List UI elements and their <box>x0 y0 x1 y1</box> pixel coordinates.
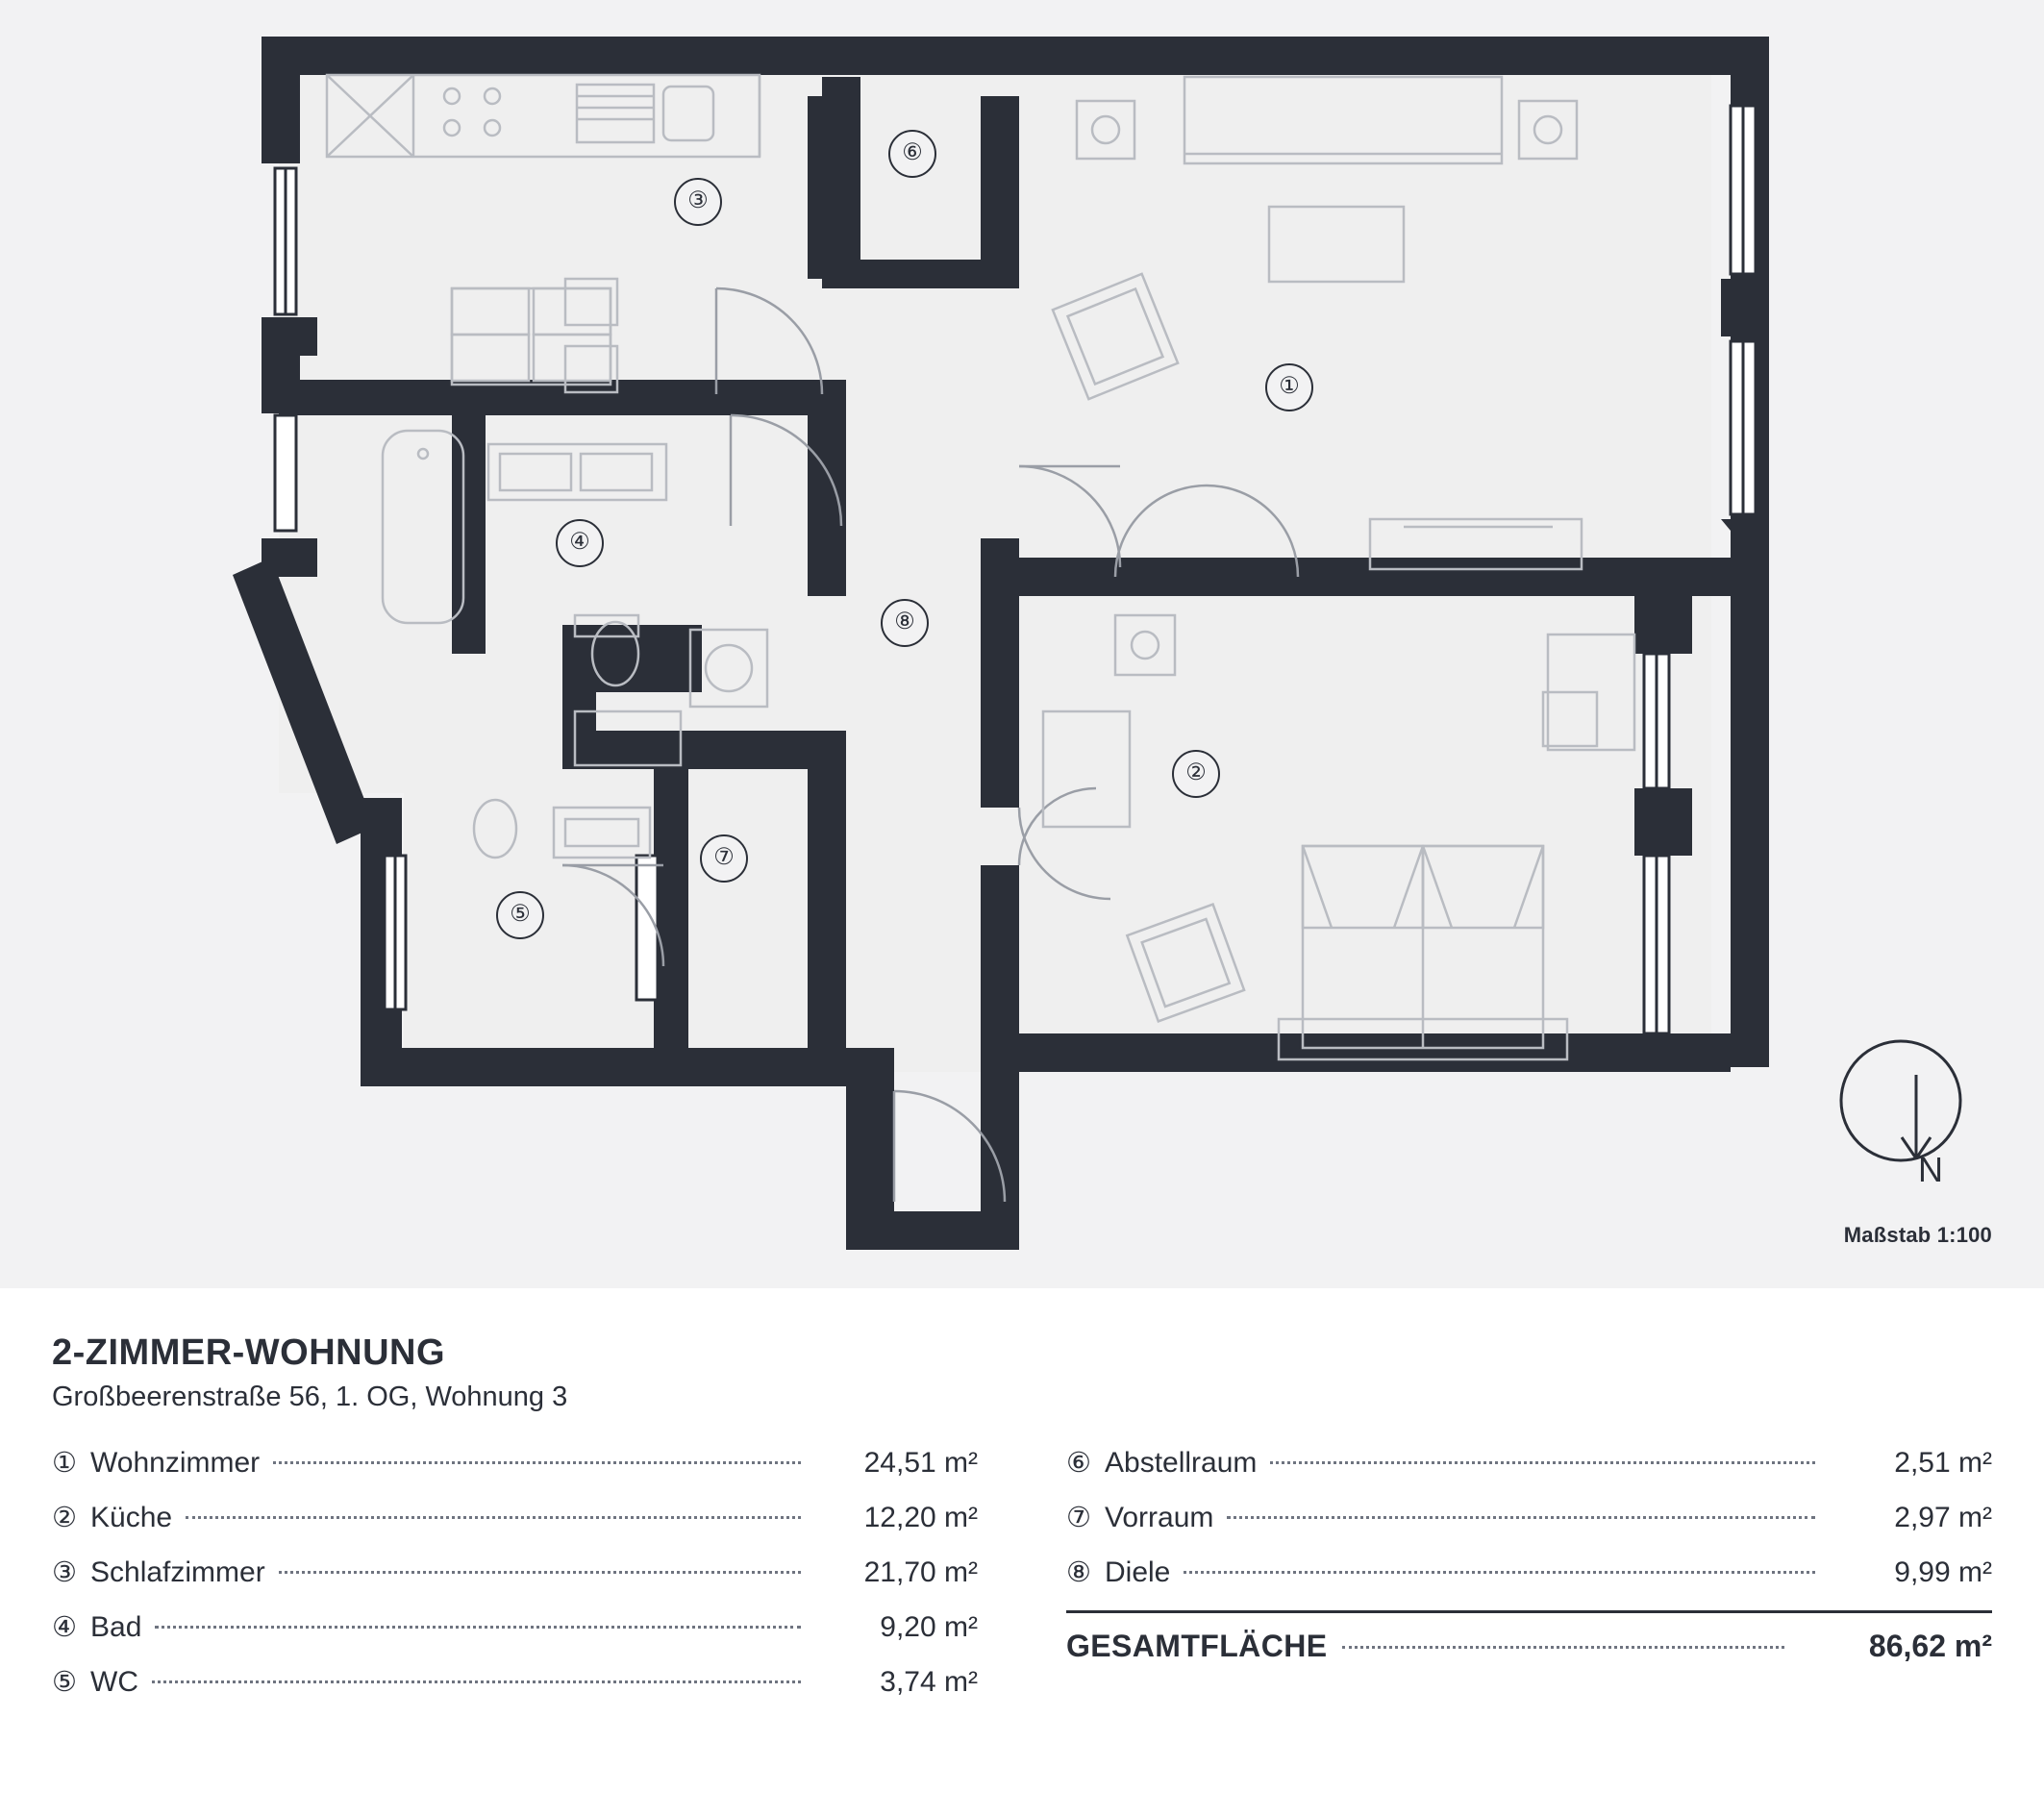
room-marker-8: ⑧ <box>881 599 929 647</box>
room-marker-5: ⑤ <box>496 891 544 939</box>
page-title: 2-ZIMMER-WOHNUNG <box>52 1332 446 1373</box>
legend-item-number: ③ <box>52 1557 77 1588</box>
total-area-row <box>1066 1629 1992 1664</box>
room-marker-1: ① <box>1265 363 1313 411</box>
legend-item-area: 3,74 m² <box>880 1666 978 1698</box>
page-subtitle: Großbeerenstraße 56, 1. OG, Wohnung 3 <box>52 1381 568 1412</box>
compass-icon <box>1841 1041 1960 1160</box>
legend-item-name: WC <box>90 1666 138 1698</box>
legend-item <box>52 1610 978 1644</box>
room-marker-3: ③ <box>674 178 722 226</box>
legend-item-area: 2,51 m² <box>1894 1447 1992 1479</box>
legend-item <box>1066 1446 1992 1480</box>
legend-panel <box>0 1288 2044 1817</box>
legend-leader-dots <box>1227 1516 1815 1519</box>
legend-item-area: 2,97 m² <box>1894 1502 1992 1533</box>
legend-item <box>52 1665 978 1699</box>
total-divider <box>1066 1610 1992 1613</box>
legend-item-name: Schlafzimmer <box>90 1556 265 1588</box>
legend-leader-dots <box>155 1626 801 1629</box>
legend-item-area: 24,51 m² <box>863 1447 978 1479</box>
total-value: 86,62 m² <box>1868 1629 1992 1663</box>
legend-column-right <box>1066 1446 1992 1720</box>
legend-item-number: ④ <box>52 1612 77 1643</box>
legend-item-name: Vorraum <box>1105 1502 1214 1533</box>
legend-item-name: Küche <box>90 1502 173 1533</box>
legend-item-number: ② <box>52 1503 77 1533</box>
legend-leader-dots <box>279 1571 801 1574</box>
legend-item-number: ① <box>52 1448 77 1479</box>
room-marker-6: ⑥ <box>888 130 936 178</box>
compass-north-label: N <box>1918 1150 1943 1189</box>
legend-item-name: Diele <box>1105 1556 1171 1588</box>
legend-item-number: ⑤ <box>52 1667 77 1698</box>
legend-item <box>1066 1501 1992 1534</box>
legend-leader-dots <box>1184 1571 1815 1574</box>
legend-item <box>52 1556 978 1589</box>
legend-leader-dots <box>152 1680 801 1683</box>
legend-item-number: ⑥ <box>1066 1448 1091 1479</box>
scale-label: Maßstab 1:100 <box>1843 1223 1992 1247</box>
legend-leader-dots <box>1270 1461 1815 1464</box>
legend-item-name: Bad <box>90 1611 142 1643</box>
total-label: GESAMTFLÄCHE <box>1066 1629 1328 1663</box>
legend-item-area: 12,20 m² <box>863 1502 978 1533</box>
legend-item-name: Wohnzimmer <box>90 1447 261 1479</box>
legend-leader-dots <box>273 1461 801 1464</box>
legend-item-number: ⑦ <box>1066 1503 1091 1533</box>
legend-leader-dots <box>186 1516 801 1519</box>
legend-item <box>52 1446 978 1480</box>
legend-item-area: 9,20 m² <box>880 1611 978 1643</box>
legend-item-area: 9,99 m² <box>1894 1556 1992 1588</box>
room-marker-4: ④ <box>556 519 604 567</box>
legend-item <box>1066 1556 1992 1589</box>
room-marker-2: ② <box>1172 750 1220 798</box>
legend-column-left <box>52 1446 978 1720</box>
legend-item <box>52 1501 978 1534</box>
room-marker-7: ⑦ <box>700 834 748 883</box>
total-leader-dots <box>1342 1646 1784 1649</box>
legend-item-number: ⑧ <box>1066 1557 1091 1588</box>
legend-item-area: 21,70 m² <box>863 1556 978 1588</box>
legend-item-name: Abstellraum <box>1105 1447 1258 1479</box>
